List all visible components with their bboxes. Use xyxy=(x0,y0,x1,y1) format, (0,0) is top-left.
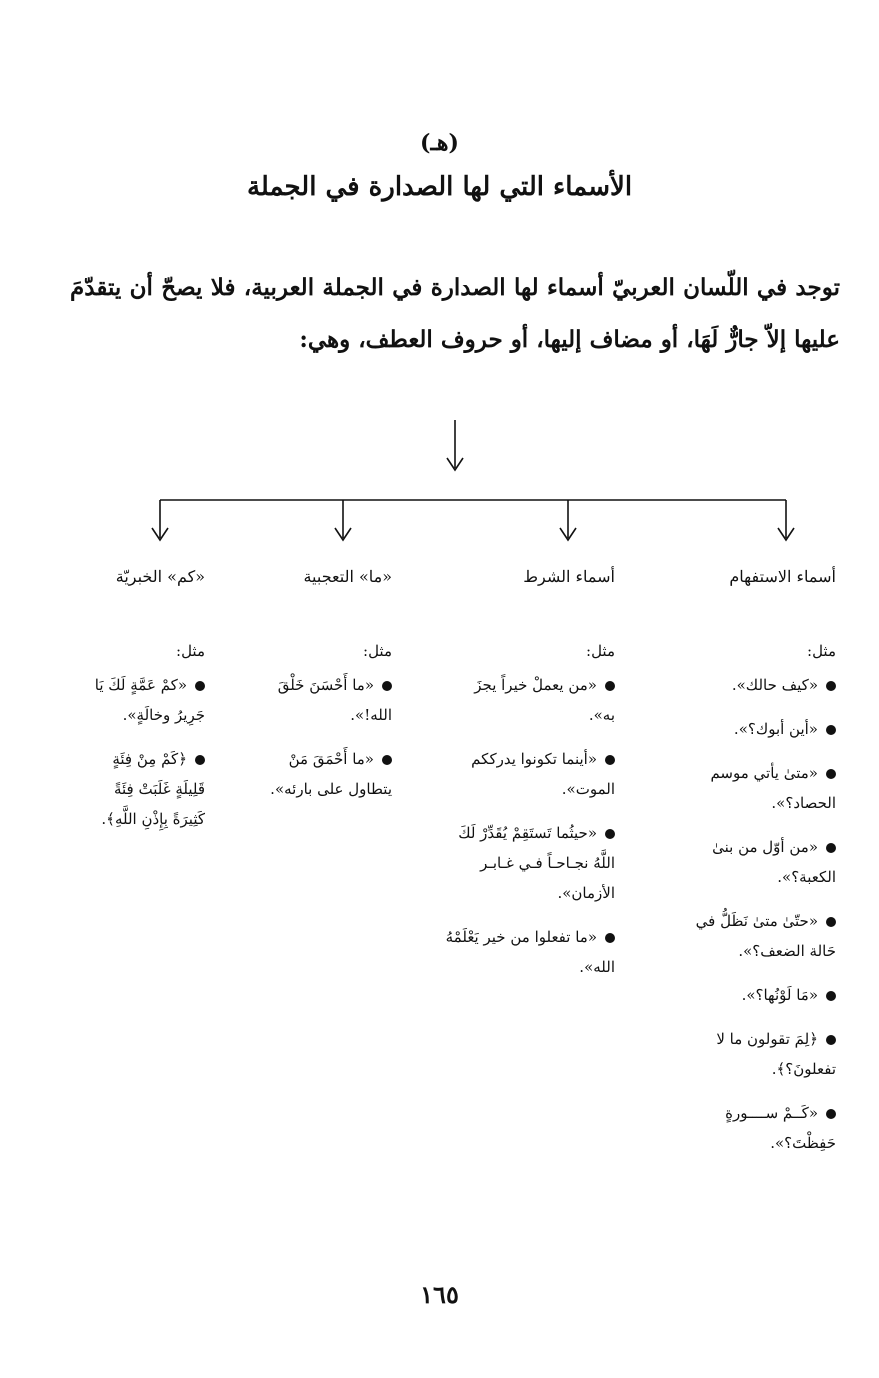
list-item: «أينما تكونوا يدرككم الموت». xyxy=(471,750,615,798)
list-item: «حتّىٰ متىٰ نَظَلُّ في حَالة الضعف؟». xyxy=(695,912,836,960)
column-conditionals xyxy=(445,562,615,996)
section-mark: (هـ) xyxy=(420,130,459,156)
list-item: «متىٰ يأتي موسم الحصاد؟». xyxy=(710,764,836,812)
example-label: مثل: xyxy=(363,642,392,660)
example-list xyxy=(666,670,836,1158)
column-title: «ما» التعجبية xyxy=(303,567,392,586)
page-heading: الأسماء التي لها الصدارة في الجملة xyxy=(246,172,633,202)
column-exclamatory-ma xyxy=(262,562,392,818)
list-item: «كمْ عَمَّةٍ لَكَ يَا جَرِيرُ وخالَةٍ». xyxy=(94,676,205,724)
page-number: ١٦٥ xyxy=(420,1280,459,1309)
list-item: ﴿كَمْ مِنْ فِئَةٍ قَلِيلَةٍ غَلَبَتْ فِئَةً كَثِيرَةً بِإِذْنِ اللَّهِ﴾. xyxy=(101,750,205,828)
bullet-icon xyxy=(826,725,836,735)
list-item: ﴿لِمَ تقولون ما لا تفعلونَ؟﴾. xyxy=(716,1030,836,1078)
bullet-icon xyxy=(826,917,836,927)
bullet-icon xyxy=(605,755,615,765)
column-title: أسماء الاستفهام xyxy=(729,567,836,586)
list-item: «أين أبوك؟». xyxy=(666,714,836,744)
bullet-icon xyxy=(605,829,615,839)
bullet-icon xyxy=(826,843,836,853)
bullet-icon xyxy=(605,681,615,691)
list-item: «ما أَحْمَقَ مَنْ يتطاول على بارئه». xyxy=(270,750,392,798)
branch-diagram xyxy=(0,410,879,550)
bullet-icon xyxy=(826,991,836,1001)
bullet-icon xyxy=(605,933,615,943)
example-label: مثل: xyxy=(176,642,205,660)
example-list xyxy=(85,670,205,834)
list-item: «مَا لَوْنُها؟». xyxy=(666,980,836,1010)
list-item: «من أوّل من بنىٰ الكعبة؟». xyxy=(712,838,836,886)
column-title: «كم» الخبريّة xyxy=(115,567,205,586)
list-item: «ما تفعلوا من خير يَعْلَمْهُ الله». xyxy=(445,928,615,976)
example-list xyxy=(262,670,392,804)
list-item: «حيثُما تَستَقِمْ يُقَدِّرْ لَكَ اللَّهُ نجـاحـاً فـي غـابـر الأزمان». xyxy=(458,824,615,902)
column-interrogatives xyxy=(666,562,836,1172)
list-item: «من يعملْ خيراً يجزَ به». xyxy=(474,676,615,724)
column-title: أسماء الشرط xyxy=(523,567,615,586)
bullet-icon xyxy=(826,681,836,691)
list-item: «ما أَحْسَنَ خَلْقَ الله!». xyxy=(277,676,392,724)
bullet-icon xyxy=(826,1035,836,1045)
list-item: «كَــمْ ســــورةٍ حَفِظْتَ؟». xyxy=(725,1104,836,1152)
example-list xyxy=(445,670,615,982)
intro-paragraph: توجد في اللّسان العربيّ أسماء لها الصدارة في الجملة العربية، فلا يصحّ أن يتقدّمَ عليها إلاّ جارٌّ لَهَا، أو مضاف إليها، أو حروف العطف، وهي: xyxy=(70,274,840,353)
bullet-icon xyxy=(195,681,205,691)
column-informative-kam xyxy=(85,562,205,848)
list-item: «كيف حالك». xyxy=(666,670,836,700)
bullet-icon xyxy=(195,755,205,765)
example-label: مثل: xyxy=(807,642,836,660)
bullet-icon xyxy=(826,1109,836,1119)
bullet-icon xyxy=(826,769,836,779)
bullet-icon xyxy=(382,755,392,765)
bullet-icon xyxy=(382,681,392,691)
example-label: مثل: xyxy=(586,642,615,660)
